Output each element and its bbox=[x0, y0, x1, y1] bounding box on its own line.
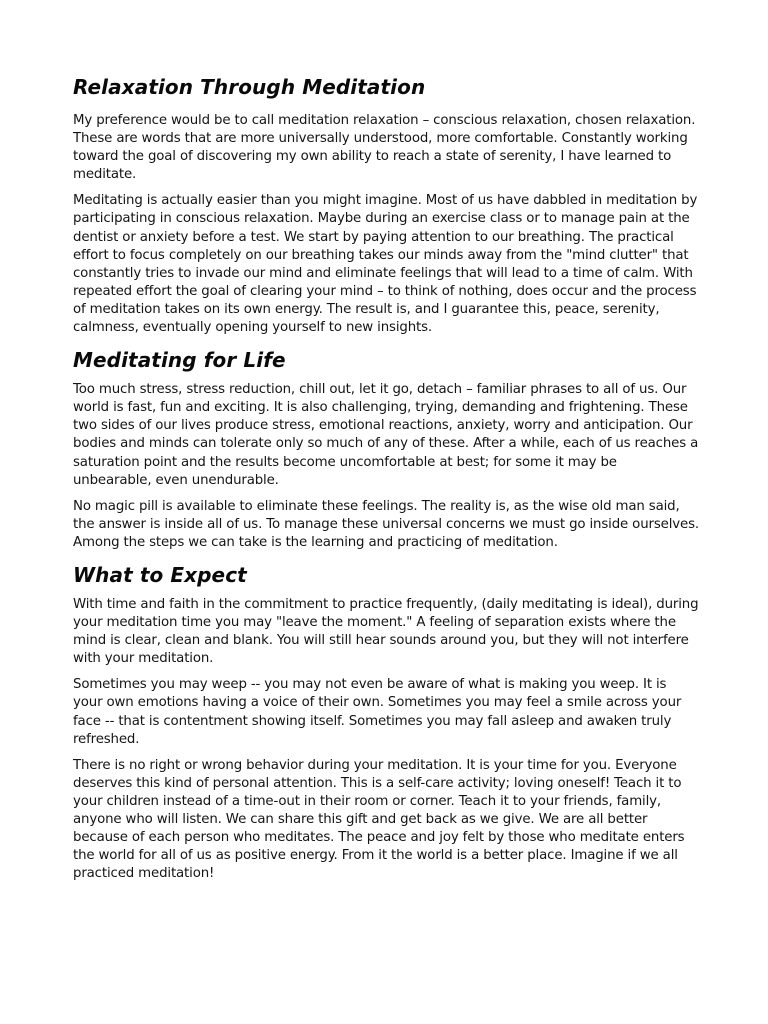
paragraph: There is no right or wrong behavior during your meditation. It is your time for you. Everyone deserves this kind of personal attention. This is a self-care activity; loving oneself! Teach it to your children instead of a time-out in their room or corner. Teach it to your friends, family, anyone who will listen. We can share this gift and get back as we give. We are all better because of each person who meditates. The peace and joy felt by those who meditate enters the world for all of us as positive energy. From it the world is a better place. Imagine if we all practiced meditation! bbox=[73, 757, 685, 882]
paragraph: With time and faith in the commitment to practice frequently, (daily meditating is ideal), during your meditation time you may "leave the moment." A feeling of separation exists where the mind is clear, clean and blank. You will still hear sounds around you, but they will not interfere with your meditation. bbox=[73, 596, 699, 667]
section-meditating-for-life bbox=[73, 345, 699, 552]
paragraph: Sometimes you may weep -- you may not even be aware of what is making you weep. It is your own emotions having a voice of their own. Sometimes you may feel a smile across your face -- that is contentment showing itself. Sometimes you may fall asleep and awaken truly refreshed. bbox=[73, 677, 682, 747]
section-heading: Meditating for Life bbox=[73, 348, 286, 373]
document-page bbox=[73, 72, 699, 891]
section-relaxation-through-meditation bbox=[73, 72, 699, 337]
paragraph: No magic pill is available to eliminate these feelings. The reality is, as the wise old man said, the answer is inside all of us. To manage these universal concerns we must go inside ourselves. Among the steps we can take is the learning and practicing of meditation. bbox=[73, 498, 699, 550]
section-heading: What to Expect bbox=[73, 562, 247, 587]
section-heading: Relaxation Through Meditation bbox=[73, 75, 426, 99]
paragraph: My preference would be to call meditation relaxation – conscious relaxation, chosen relaxation. These are words that are more universally understood, more comfortable. Constantly working toward the goal of discovering my own ability to reach a state of serenity, I have learned to meditate. bbox=[73, 113, 696, 183]
paragraph: Too much stress, stress reduction, chill out, let it go, detach – familiar phrases to all of us. Our world is fast, fun and exciting. It is also challenging, trying, demanding and frightening. These two sides of our lives produce stress, emotional reactions, anxiety, worry and anticipation. Our bodies and minds can tolerate only so much of any of these. After a while, each of us reaches a saturation point and the results become uncomfortable at best; for some it may be unbearable, even unendurable. bbox=[73, 382, 699, 488]
section-what-to-expect bbox=[73, 560, 699, 883]
paragraph: Meditating is actually easier than you might imagine. Most of us have dabbled in meditation by participating in conscious relaxation. Maybe during an exercise class or to manage pain at the dentist or anxiety before a test. We start by paying attention to our breathing. The practical effort to focus completely on our breathing takes our minds away from the "mind clutter" that constantly tries to invade our mind and eliminate feelings that will lead to a time of calm. With repeated effort the goal of clearing your mind – to think of nothing, does occur and the process of meditation takes on its own energy. The result is, and I guarantee this, peace, serenity, calmness, eventually opening yourself to new insights. bbox=[73, 193, 698, 336]
